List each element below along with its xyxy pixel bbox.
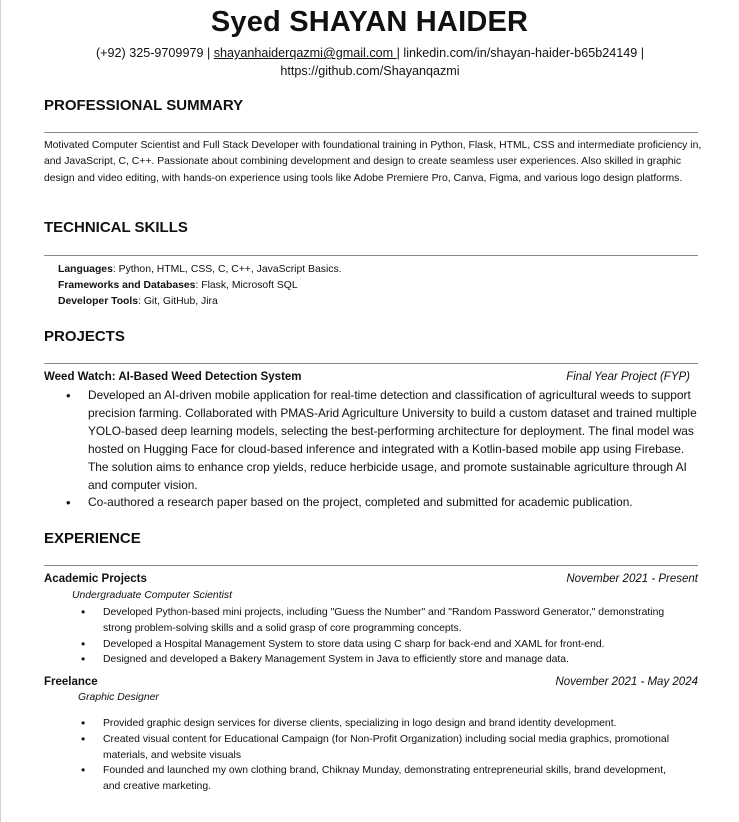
skills-heading: TECHNICAL SKILLS xyxy=(44,219,188,236)
list-item: • Founded and launched my own clothing brand, Chiknay Munday, demonstrating entrepreneurial skills, brand development, and creative marketing. xyxy=(103,763,683,795)
projects-heading: PROJECTS xyxy=(44,328,125,345)
project-bullets xyxy=(88,387,698,512)
project-title: Weed Watch: AI-Based Weed Detection System xyxy=(44,371,302,383)
experience-role: Graphic Designer xyxy=(78,692,159,703)
experience-title: Freelance xyxy=(44,676,98,688)
experience-dates: November 2021 - May 2024 xyxy=(555,676,698,688)
section-divider xyxy=(44,565,698,566)
experience-title: Academic Projects xyxy=(44,573,147,585)
section-divider xyxy=(44,255,698,256)
list-item: • Developed Python-based mini projects, including "Guess the Number" and "Random Password Generator," demonstrating strong problem-solving skills and a solid grasp of core programming concepts. xyxy=(103,605,683,637)
skill-row: Developer Tools: Git, GitHub, Jira xyxy=(58,296,218,307)
github-link[interactable]: https://github.com/Shayanqazmi xyxy=(280,64,460,78)
email-link[interactable]: shayanhaiderqazmi@gmail.com xyxy=(213,46,397,60)
experience-bullets xyxy=(103,716,683,795)
page-edge xyxy=(0,0,1,822)
experience-role: Undergraduate Computer Scientist xyxy=(72,590,232,601)
list-item: • Developed an AI-driven mobile application for real-time detection and classification of agricultural weeds to support precision farming. Collaborated with PMAS-Arid Agriculture University to build a custom dataset and trained multiple YOLO-based deep learning models, selecting the best-performing architecture for deployment. The final model was hosted on Hugging Face for cloud-based inference and integrated with a Kotlin-based mobile app using Firebase. The solution aims to enhance crop yields, reduce herbicide usage, and promote sustainable agriculture through AI and computer vision. xyxy=(88,387,698,494)
contact-line: (+92) 325-9709979 | shayanhaiderqazmi@gmail.com | linkedin.com/in/shayan-haider-b65b24149 | https://github.com/Shayanqazmi xyxy=(95,46,645,78)
section-divider xyxy=(44,363,698,364)
experience-bullets xyxy=(103,605,683,668)
phone-number: (+92) 325-9709979 xyxy=(95,46,204,60)
list-item: • Developed a Hospital Management System to store data using C sharp for back-end and XAML for front-end. xyxy=(103,637,683,653)
list-item: • Co-authored a research paper based on the project, completed and submitted for academic publication. xyxy=(88,494,698,512)
section-divider xyxy=(44,132,698,133)
linkedin-link[interactable]: linkedin.com/in/shayan-haider-b65b24149 xyxy=(403,46,638,60)
summary-text: Motivated Computer Scientist and Full Stack Developer with foundational training in Python, Flask, HTML, CSS and intermediate proficiency in, and JavaScript, C, C++. Passionate about combining development and design to create seamless user experiences. Also skilled in graphic design and video editing, with hands-on experience using tools like Adobe Premiere Pro, Canva, Figma, and various logo design platforms. xyxy=(44,140,702,184)
skills-list xyxy=(58,262,342,310)
candidate-name: Syed SHAYAN HAIDER xyxy=(210,6,529,38)
skill-row: Frameworks and Databases: Flask, Microsoft SQL xyxy=(58,280,298,291)
list-item: • Provided graphic design services for diverse clients, specializing in logo design and brand identity development. xyxy=(103,716,683,732)
summary-heading: PROFESSIONAL SUMMARY xyxy=(44,97,244,114)
list-item: • Created visual content for Educational Campaign (for Non-Profit Organization) including social media graphics, promotional materials, and website visuals xyxy=(103,732,683,764)
project-tag: Final Year Project (FYP) xyxy=(566,371,690,383)
experience-dates: November 2021 - Present xyxy=(566,573,698,585)
skill-row: Languages: Python, HTML, CSS, C, C++, JavaScript Basics. xyxy=(58,264,342,275)
list-item: • Designed and developed a Bakery Management System in Java to efficiently store and manage data. xyxy=(103,652,683,668)
experience-heading: EXPERIENCE xyxy=(44,530,141,547)
